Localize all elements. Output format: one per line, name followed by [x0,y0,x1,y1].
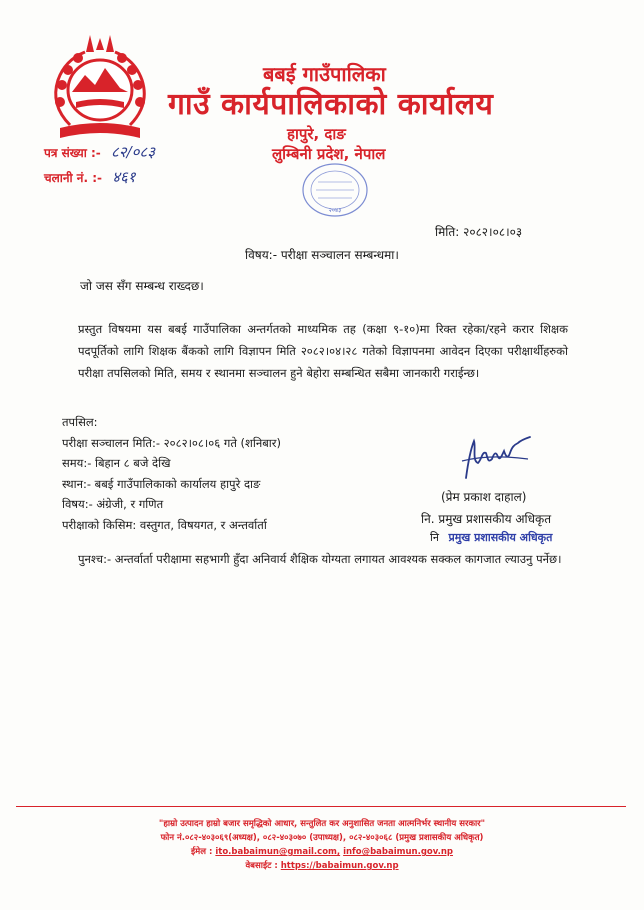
signature-icon [458,433,538,483]
location-line-2: लुम्बिनी प्रदेश, नेपाल [272,145,386,163]
website-label: वेबसाईट : [245,861,278,871]
exam-time: समय:- बिहान ८ बजे देखि [62,456,171,470]
patra-label: पत्र संख्या :- [44,146,101,160]
postscript: पुनश्च:- अन्तर्वार्ता परीक्षामा सहभागी हुँदा अनिवार्य शैक्षिक योग्यता लगायत आवश्यक सक्कल कागजात ल्याउनु पर्नेछ। [78,552,562,566]
website-link[interactable]: https://babaimun.gov.np [280,861,399,871]
exam-date: परीक्षा सञ्चालन मिति:- २०८२।०८।०६ गते (शनिबार) [62,435,281,450]
chalani-value: ४६१ [112,168,136,186]
letter-date: मिति: २०८२।०८।०३ [435,225,523,239]
footer-website [0,860,644,871]
details-heading: तपसिल: [62,415,98,429]
body-paragraph: प्रस्तुत विषयमा यस बबई गाउँपालिका अन्तर्गतको माध्यमिक तह (कक्षा ९-१०)मा रिक्त रहेका/रहने करार शिक्षक पदपूर्तिको लागि शिक्षक बैंकको लागि विज्ञापन मिति २०८२।०४।२८ गतेको विज्ञापनमा आवेदन दिएका परीक्षार्थीहरुको परीक्षा तपसिलको मिति, समय र स्थानमा सञ्चालन हुने बेहोरा सम्बन्धित सबैमा जानकारी गराईन्छ। [78,322,568,380]
gaupalika-name: बबई गाउँपालिका [263,62,386,86]
email-label: ईमेल : [191,847,213,857]
exam-type: परीक्षाको किसिम: वस्तुगत, विषयगत, र अन्तर्वार्ता [62,517,267,532]
stamp-title: प्रमुख प्रशासकीय अधिकृत [448,531,553,544]
signatory-stamp [430,530,552,545]
signatory-name: (प्रेम प्रकाश दाहाल) [441,490,527,504]
stamp-prefix: नि [430,531,439,544]
patra-value: ८२/०८३ [110,143,156,161]
footer-email [0,846,644,857]
exam-details [62,412,281,535]
chalani-number [44,167,136,187]
chalani-label: चलानी नं. :- [44,171,102,185]
email-link-2[interactable]: info@babaimun.gov.np [343,847,453,857]
salutation: जो जस सँग सम्बन्ध राख्दछ। [80,279,204,293]
patra-sankhya [44,142,155,162]
office-title: गाउँ कार्यपालिकाको कार्यालय [168,87,494,122]
exam-subjects: विषय:- अंग्रेजी, र गणित [62,497,164,511]
footer-phones: फोन नं.०८२-४०३०६९(अध्यक्ष), ०८२-४०३०७० (उपाध्यक्ष), ०८२-४०३०६८ (प्रमुख प्रशासकीय अधिकृत) [160,833,484,843]
footer-divider [16,806,626,807]
signatory-title: नि. प्रमुख प्रशासकीय अधिकृत [421,512,552,526]
exam-place: स्थान:- बबई गाउँपालिकाको कार्यालय हापुरे दाङ [62,476,261,491]
location-line-1: हापुरे, दाङ [287,125,346,143]
footer-slogan: "हाम्रो उत्पादन हाम्रो बजार समृद्धिको आधार, सन्तुलित कर अनुशासित जनता आत्मनिर्भर स्थानीय सरकार" [158,819,486,829]
nepal-emblem-icon [40,30,160,145]
letter-subject: विषय:- परीक्षा सञ्चालन सम्बन्धमा। [245,248,399,262]
email-link-1[interactable]: ito.babaimun@gmail.com, [215,847,341,857]
seal-year: २०४३ [328,207,342,214]
office-seal-icon [300,160,370,220]
